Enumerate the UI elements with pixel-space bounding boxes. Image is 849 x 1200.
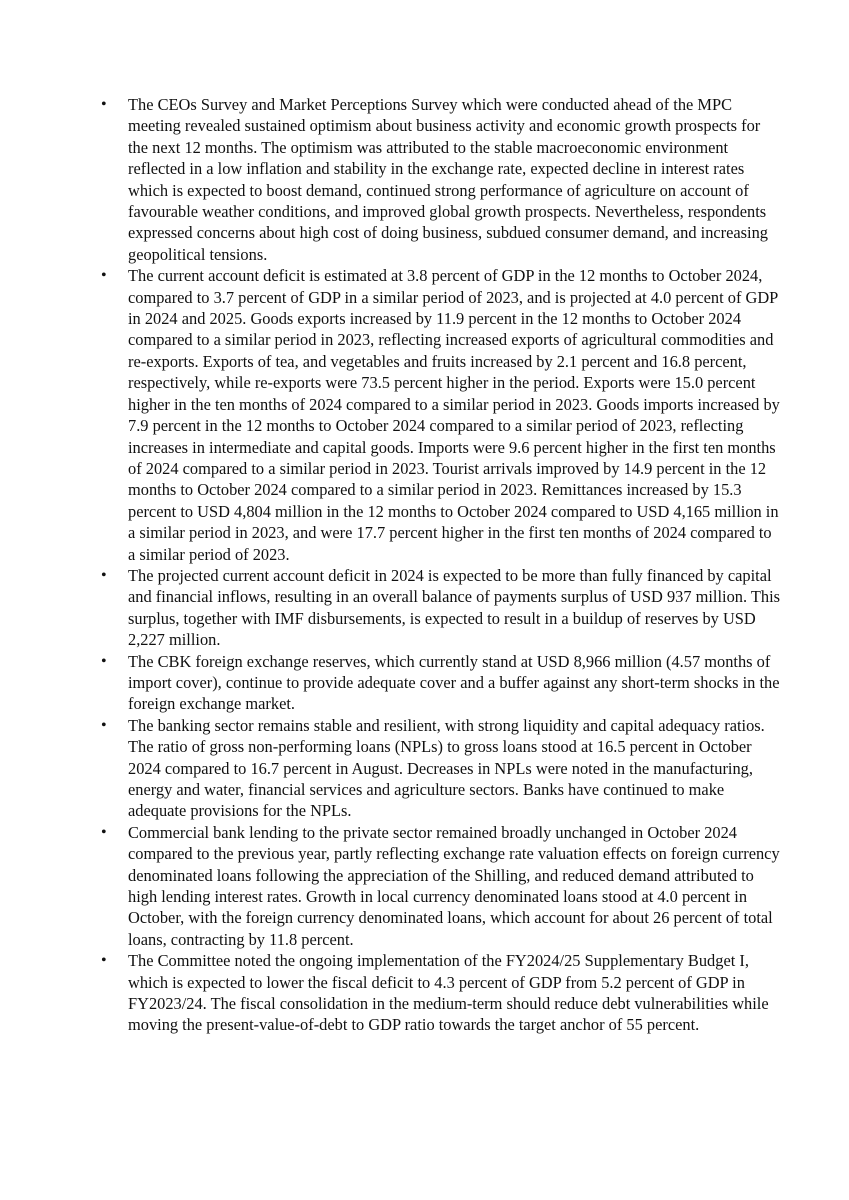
- bullet-item-private-sector-lending: [101, 822, 781, 950]
- bullet-text: The CBK foreign exchange reserves, which currently stand at USD 8,966 million (4.57 months of import cover), continue to provide adequate cover and a buffer against any short-term shocks in the foreign exchange market.: [128, 651, 780, 714]
- bullet-marker: •: [101, 716, 107, 734]
- bullet-list: [101, 94, 781, 1036]
- bullet-text: The projected current account deficit in 2024 is expected to be more than fully financed by capital and financial inflows, resulting in an overall balance of payments surplus of USD 937 million. This surplus, together with IMF disbursements, is expected to result in a buildup of reserves by USD 2,227 million.: [128, 565, 781, 650]
- bullet-item-fx-reserves: [101, 651, 781, 715]
- bullet-marker: •: [101, 652, 107, 670]
- bullet-text: The current account deficit is estimated at 3.8 percent of GDP in the 12 months to October 2024, compared to 3.7 percent of GDP in a similar period of 2023, and is projected at 4.0 percent of GDP in 2024 and 2025. Goods exports increased by 11.9 percent in the 12 months to October 2024 compared to a similar period in 2023, reflecting increased exports of agricultural commodities and re-exports. Exports of tea, and vegetables and fruits increased by 2.1 percent and 16.8 percent, respectively, while re-exports were 73.5 percent higher in the period. Exports were 15.0 percent higher in the ten months of 2024 compared to a similar period in 2023. Goods imports increased by 7.9 percent in the 12 months to October 2024 compared to a similar period of 2023, reflecting increases in intermediate and capital goods. Imports were 9.6 percent higher in the first ten months of 2024 compared to a similar period in 2023. Tourist arrivals improved by 14.9 percent in the 12 months to October 2024 compared to a similar period in 2023. Remittances increased by 15.3 percent to USD 4,804 million in the 12 months to October 2024 compared to USD 4,165 million in a similar period in 2023, and were 17.7 percent higher in the first ten months of 2024 compared to a similar period of 2023.: [128, 266, 780, 564]
- bullet-marker: •: [101, 823, 107, 841]
- bullet-item-balance-of-payments: [101, 565, 781, 651]
- bullet-marker: •: [101, 96, 107, 113]
- bullet-text: Commercial bank lending to the private sector remained broadly unchanged in October 2024 compared to the previous year, partly reflecting exchange rate valuation effects on foreign currency denominated loans following the appreciation of the Shilling, and reduced demand attributed to high lending interest rates. Growth in local currency denominated loans stood at 4.0 percent in October, with the foreign currency denominated loans, which account for about 26 percent of total loans, contracting by 11.8 percent.: [128, 822, 780, 949]
- bullet-text: The Committee noted the ongoing implementation of the FY2024/25 Supplementary Budget I, which is expected to lower the fiscal deficit to 4.3 percent of GDP from 5.2 percent of GDP in FY2023/24. The fiscal consolidation in the medium-term should reduce debt vulnerabilities while moving the present-value-of-debt to GDP ratio towards the target anchor of 55 percent.: [128, 951, 769, 1035]
- bullet-text: The CEOs Survey and Market Perceptions Survey which were conducted ahead of the MPC meeting revealed sustained optimism about business activity and economic growth prospects for the next 12 months. The optimism was attributed to the stable macroeconomic environment reflected in a low inflation and stability in the exchange rate, expected decline in interest rates which is expected to boost demand, continued strong performance of agriculture on account of favourable weather conditions, and improved global growth prospects. Nevertheless, respondents expressed concerns about high cost of doing business, subdued consumer demand, and increasing geopolitical tensions.: [128, 95, 768, 264]
- bullet-text: The banking sector remains stable and resilient, with strong liquidity and capital adequacy ratios. The ratio of gross non-performing loans (NPLs) to gross loans stood at 16.5 percent in October 2024 compared to 16.7 percent in August. Decreases in NPLs were noted in the manufacturing, energy and water, financial services and agriculture sectors. Banks have continued to make adequate provisions for the NPLs.: [128, 715, 765, 821]
- bullet-marker: •: [101, 566, 107, 584]
- bullet-item-fiscal-policy: [101, 950, 781, 1036]
- bullet-item-banking-sector: [101, 715, 781, 822]
- bullet-item-current-account: [101, 265, 781, 565]
- bullet-item-ceo-survey: [101, 94, 781, 265]
- bullet-marker: •: [101, 952, 107, 970]
- bullet-marker: •: [101, 267, 107, 285]
